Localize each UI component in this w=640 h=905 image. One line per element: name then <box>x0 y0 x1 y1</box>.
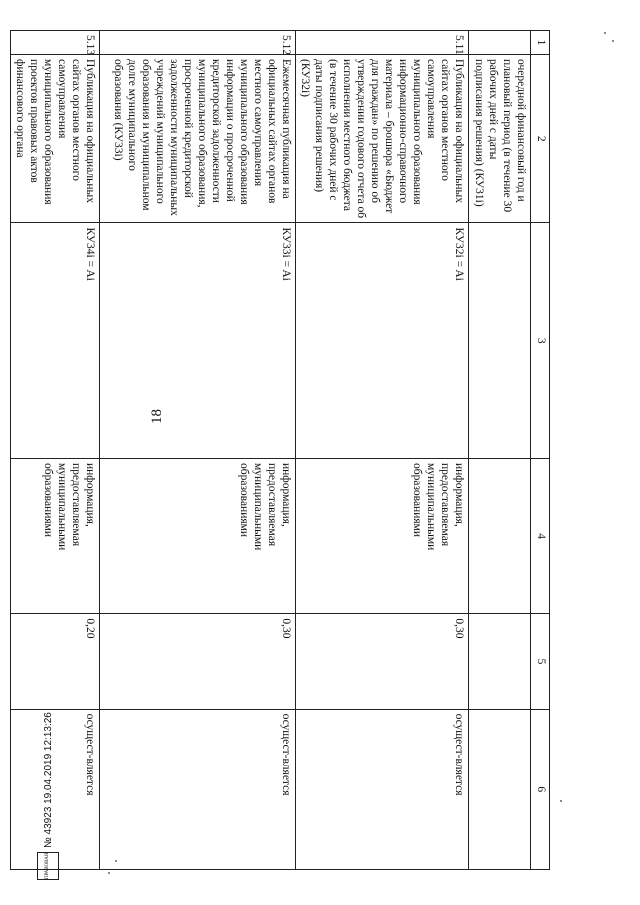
row-number: 5.13 <box>11 31 100 55</box>
row-description: Ежемесячная публикация на официальных сайтах органов местного самоуправления муниципального образования информации о просроченной кредиторской задолженности муниципального образования, просроченной кредиторской задолженности муниципальных учреждений муниципального образования и муниципальном долге муниципального образования (КУ33i) <box>100 55 296 223</box>
row-weight <box>469 614 531 709</box>
page-number: 18 <box>149 409 165 424</box>
table-row <box>11 31 100 870</box>
header-col-6: 6 <box>531 709 550 869</box>
row-source: информация, предоставляемая муниципальными образованиями <box>296 458 469 613</box>
scan-speck <box>604 32 606 34</box>
header-row <box>531 31 550 870</box>
row-formula: КУ33i = Ai <box>100 223 296 459</box>
header-col-3: 3 <box>531 223 550 459</box>
row-number: 5.11 <box>296 31 469 55</box>
row-source: информация, предоставляемая муниципальными образованиями <box>11 458 100 613</box>
header-col-5: 5 <box>531 614 550 709</box>
row-formula: КУ32i = Ai <box>296 223 469 459</box>
row-status <box>469 709 531 869</box>
row-status: осущест-вляется <box>100 709 296 869</box>
row-status: осущест-вляется <box>11 709 100 869</box>
scan-speck <box>560 800 562 802</box>
table-row <box>469 31 531 870</box>
scan-speck <box>612 40 614 42</box>
row-weight: 0,20 <box>11 614 100 709</box>
row-weight: 0,30 <box>100 614 296 709</box>
row-source: информация, предоставляемая муниципальными образованиями <box>100 458 296 613</box>
stamp-text: № 43923 19.04.2019 12:13:26 <box>42 712 54 848</box>
indicator-table <box>10 30 550 870</box>
header-col-1: 1 <box>531 31 550 55</box>
scan-speck <box>115 860 117 862</box>
row-number <box>469 31 531 55</box>
row-weight: 0,30 <box>296 614 469 709</box>
row-source <box>469 458 531 613</box>
header-col-2: 2 <box>531 55 550 223</box>
stamp-logo: ПРАВОВАЯ <box>37 852 59 880</box>
row-number: 5.12 <box>100 31 296 55</box>
row-formula: КУ34i = Ai <box>11 223 100 459</box>
row-description: Публикация на официальных сайтах органов местного самоуправления муниципального образования проектов правовых актов финансового органа <box>11 55 100 223</box>
row-formula <box>469 223 531 459</box>
row-description: очередной финансовый год и плановый период (в течение 30 рабочих дней с даты подписания решения) (КУ31i) <box>469 55 531 223</box>
header-col-4: 4 <box>531 458 550 613</box>
table-row <box>296 31 469 870</box>
table-row <box>100 31 296 870</box>
scan-speck <box>108 872 110 874</box>
row-description: Публикация на официальных сайтах органов местного самоуправления муниципального образования информационно-справочного материала – брошюра «Бюджет для граждан» по решению об утверждении годового отчета об исполнении местного бюджета (в течение 30 рабочих дней с даты подписания решения) (КУ32i) <box>296 55 469 223</box>
row-status: осущест-вляется <box>296 709 469 869</box>
